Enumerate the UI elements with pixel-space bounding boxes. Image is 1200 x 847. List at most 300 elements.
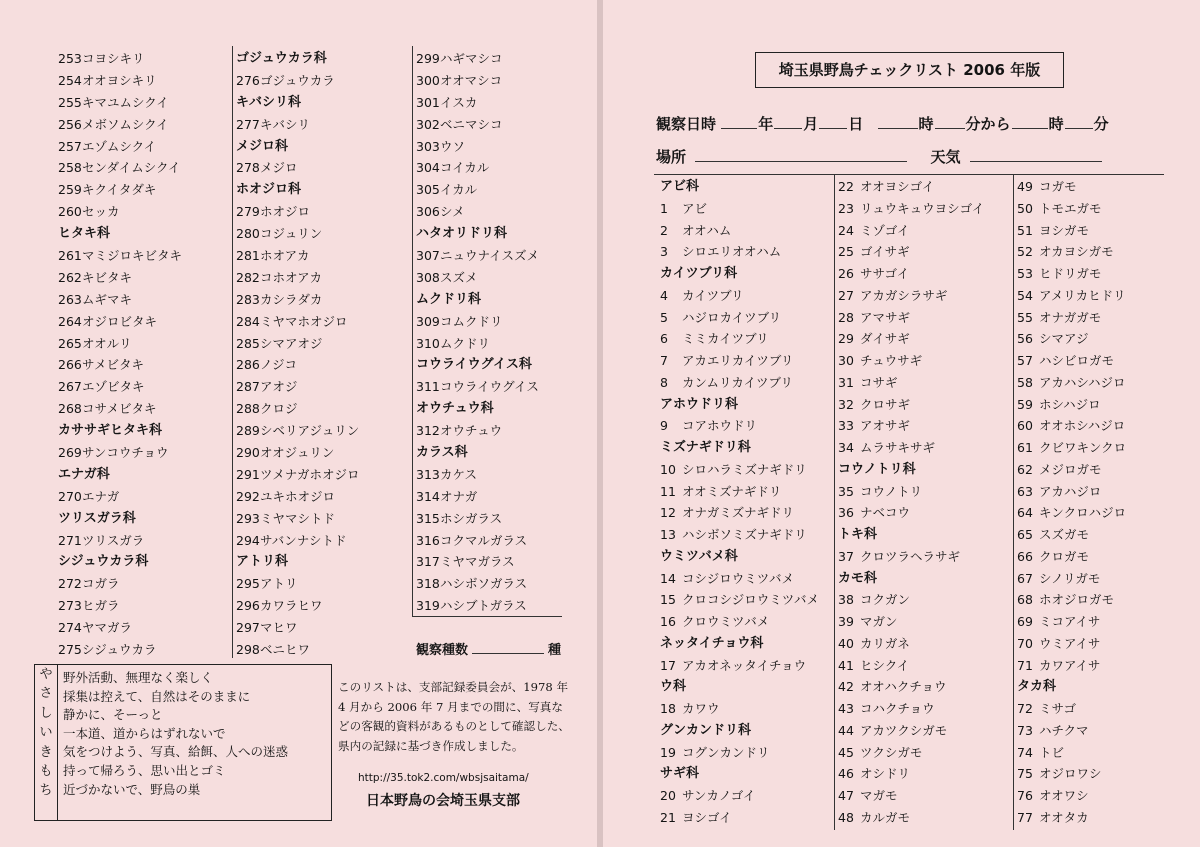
species-name: コガラ <box>82 576 120 592</box>
species-item <box>416 333 539 355</box>
family-heading: コウライウグイス科 <box>416 357 532 373</box>
family-heading: シジュウカラ科 <box>58 554 149 570</box>
species-number: 285 <box>236 335 260 351</box>
species-item <box>416 530 539 552</box>
species-name: コジュリン <box>260 226 323 242</box>
species-name: アトリ <box>260 576 298 592</box>
species-name: キクイタダキ <box>82 182 157 198</box>
species-number: 40 <box>838 635 854 651</box>
family-heading: タカ科 <box>1017 679 1057 695</box>
species-number: 18 <box>660 701 676 716</box>
family-heading: アビ科 <box>660 179 700 194</box>
species-number: 27 <box>838 287 854 303</box>
species-number: 278 <box>236 160 260 176</box>
species-column <box>1017 176 1126 829</box>
family-heading: ハタオリドリ科 <box>416 226 508 242</box>
species-number: 51 <box>1017 222 1033 238</box>
species-item <box>1017 415 1126 437</box>
species-column <box>416 48 539 617</box>
species-item <box>236 376 360 398</box>
species-number: 66 <box>1017 548 1033 564</box>
species-name: コイカル <box>440 160 490 176</box>
species-number: 259 <box>58 182 82 198</box>
species-item <box>416 551 539 573</box>
species-number: 28 <box>838 309 854 325</box>
species-number: 6 <box>660 331 668 347</box>
species-name: メジロガモ <box>1039 461 1102 477</box>
family-heading: キバシリ科 <box>236 94 302 110</box>
year-field[interactable] <box>721 113 757 129</box>
species-item <box>236 245 360 267</box>
family-heading: ヒタキ科 <box>58 226 111 242</box>
column-divider <box>412 616 562 617</box>
etiquette-line: 持って帰ろう、思い出とゴミ <box>63 762 226 778</box>
species-name: カイツブリ <box>682 287 744 303</box>
species-item <box>416 595 539 617</box>
species-number: 64 <box>1017 505 1033 521</box>
count-blank[interactable] <box>472 639 544 654</box>
species-name: アメリカヒドリ <box>1039 287 1126 303</box>
species-number: 17 <box>660 657 676 673</box>
species-item <box>838 720 984 742</box>
species-name: オオワシ <box>1039 788 1089 803</box>
species-number: 270 <box>58 488 82 504</box>
species-number: 291 <box>236 466 260 482</box>
species-number: 275 <box>58 642 82 658</box>
species-column <box>660 176 819 829</box>
species-name: メジロ <box>260 160 298 176</box>
species-number: 257 <box>58 138 82 154</box>
species-number: 39 <box>838 614 854 629</box>
species-item <box>236 464 360 486</box>
species-number: 293 <box>236 510 260 526</box>
species-name: ヒシクイ <box>860 657 910 673</box>
species-item <box>838 220 984 242</box>
species-name: ヨシゴイ <box>682 809 732 825</box>
species-name: ヒドリガモ <box>1039 266 1102 281</box>
etiquette-lines <box>63 669 288 799</box>
species-number: 315 <box>416 510 440 526</box>
species-name: オシドリ <box>860 766 911 782</box>
species-item <box>416 508 539 530</box>
species-item <box>58 70 182 92</box>
species-number: 25 <box>838 244 854 260</box>
observation-label: 観察日時 <box>656 115 717 133</box>
end-hour-field[interactable] <box>1012 113 1048 129</box>
species-item <box>1017 502 1126 524</box>
species-number: 289 <box>236 423 260 439</box>
species-item <box>236 333 360 355</box>
species-name: コウノトリ <box>860 483 923 499</box>
species-name: トモエガモ <box>1039 200 1102 216</box>
family-heading: ミズナギドリ科 <box>660 440 751 455</box>
species-name: エナガ <box>82 488 120 504</box>
species-number: 290 <box>236 445 260 461</box>
species-name: ミコアイサ <box>1039 614 1101 629</box>
species-item <box>58 157 182 179</box>
species-item <box>660 742 819 764</box>
species-item <box>838 307 984 329</box>
species-name: ベニマシコ <box>440 116 503 132</box>
species-name: クロジ <box>260 401 298 417</box>
species-name: シノリガモ <box>1039 570 1101 586</box>
species-item <box>416 464 539 486</box>
species-number: 57 <box>1017 353 1033 368</box>
species-item <box>660 524 819 546</box>
species-number: 4 <box>660 287 668 303</box>
species-number: 35 <box>838 483 854 499</box>
species-name: コクガン <box>860 592 911 608</box>
species-number: 268 <box>58 401 82 417</box>
species-number: 300 <box>416 72 440 88</box>
species-name: シマアジ <box>1039 331 1089 347</box>
species-item <box>236 442 360 464</box>
species-number: 65 <box>1017 527 1033 542</box>
species-name: キビタキ <box>82 269 133 285</box>
etiquette-line: 一本道、道からはずれないで <box>63 725 226 741</box>
species-number: 280 <box>236 226 260 242</box>
species-number: 283 <box>236 291 260 307</box>
species-item <box>660 698 819 720</box>
family-heading: ウ科 <box>660 679 687 695</box>
species-name: ササゴイ <box>860 266 910 281</box>
species-number: 71 <box>1017 657 1033 673</box>
etiquette-line: 気をつけよう、写真、給餌、人への迷惑 <box>63 744 289 760</box>
species-item <box>236 508 360 530</box>
species-number: 269 <box>58 445 82 461</box>
species-number: 314 <box>416 488 440 504</box>
species-name: オオハクチョウ <box>860 679 947 695</box>
species-item <box>660 198 819 220</box>
species-item <box>838 676 984 698</box>
species-number: 44 <box>838 722 854 738</box>
species-name: オオルリ <box>82 335 132 351</box>
species-number: 298 <box>236 642 260 658</box>
day-field[interactable] <box>819 113 847 129</box>
species-number: 43 <box>838 701 854 716</box>
species-number: 277 <box>236 116 260 132</box>
family-heading: オウチュウ科 <box>416 401 494 417</box>
species-name: カワウ <box>682 701 720 716</box>
species-number: 265 <box>58 335 82 351</box>
table-top-border <box>654 174 1164 175</box>
species-name: アカガシラサギ <box>860 287 948 303</box>
species-item <box>236 267 360 289</box>
species-item <box>58 530 182 552</box>
observation-datetime-row <box>656 113 1110 134</box>
species-item <box>416 92 539 114</box>
species-item <box>236 311 360 333</box>
species-number: 77 <box>1017 809 1033 825</box>
month-field[interactable] <box>774 113 802 129</box>
species-name: コアホウドリ <box>682 418 758 434</box>
place-field[interactable] <box>695 146 907 162</box>
family-heading: エナガ科 <box>58 466 110 482</box>
species-number: 3 <box>660 244 668 260</box>
chapter-url: http://35.tok2.com/wbsjsaitama/ <box>358 772 529 784</box>
species-item <box>838 263 984 285</box>
species-item <box>236 114 360 136</box>
species-item <box>838 611 984 633</box>
species-item <box>660 589 819 611</box>
species-number: 63 <box>1017 483 1033 499</box>
species-name: ハシボソガラス <box>440 576 528 592</box>
species-item <box>416 376 539 398</box>
species-item <box>416 179 539 201</box>
species-name: シジュウカラ <box>82 642 157 658</box>
species-number: 317 <box>416 554 440 570</box>
species-number: 297 <box>236 620 260 636</box>
species-item <box>1017 328 1126 350</box>
species-name: コシジロウミツバメ <box>682 570 794 586</box>
species-item <box>236 595 360 617</box>
species-name: オオヨシキリ <box>82 72 157 88</box>
species-number: 281 <box>236 248 260 264</box>
species-item <box>58 201 182 223</box>
species-column <box>838 176 984 829</box>
species-name: クロツラヘラサギ <box>860 548 961 564</box>
species-name: ハジロカイツブリ <box>682 309 782 325</box>
species-name: ウミアイサ <box>1039 635 1101 651</box>
species-name: キンクロハジロ <box>1039 505 1127 521</box>
minute-from-unit: 分から <box>965 115 1011 133</box>
species-item <box>838 546 984 568</box>
family-heading: ウミツバメ科 <box>660 548 738 564</box>
species-number: 307 <box>416 248 440 264</box>
species-name: ミヤマシトド <box>260 510 336 526</box>
start-hour-field[interactable] <box>878 113 918 129</box>
species-number: 73 <box>1017 722 1033 738</box>
species-item <box>1017 655 1126 677</box>
species-name: オオジュリン <box>260 445 335 461</box>
family-heading: アトリ科 <box>236 554 289 570</box>
species-number: 29 <box>838 331 854 347</box>
species-item <box>416 157 539 179</box>
species-number: 279 <box>236 204 260 220</box>
species-item <box>660 307 819 329</box>
species-number: 254 <box>58 72 82 88</box>
species-item <box>660 568 819 590</box>
species-name: マガモ <box>860 788 898 803</box>
species-name: アビ <box>682 200 708 216</box>
page-title: 埼玉県野鳥チェックリスト 2006 年版 <box>755 52 1064 88</box>
species-number: 21 <box>660 809 676 825</box>
species-item <box>838 589 984 611</box>
species-name: ムラサキサギ <box>860 440 936 455</box>
species-number: 14 <box>660 570 676 586</box>
column-divider <box>834 174 835 830</box>
species-name: コウライウグイス <box>440 379 539 395</box>
species-name: アカエリカイツブリ <box>682 353 794 368</box>
family-heading: カラス科 <box>416 445 468 461</box>
species-item <box>1017 176 1126 198</box>
species-item <box>416 267 539 289</box>
species-name: コクマルガラス <box>440 532 528 548</box>
species-number: 287 <box>236 379 260 395</box>
species-number: 305 <box>416 182 440 198</box>
species-item <box>660 785 819 807</box>
species-number: 56 <box>1017 331 1033 347</box>
species-item <box>838 415 984 437</box>
species-name: ホシハジロ <box>1039 396 1101 412</box>
species-name: クビワキンクロ <box>1039 440 1127 455</box>
etiquette-initial: も <box>39 763 53 779</box>
species-item <box>416 48 539 70</box>
species-name: ミヤマホオジロ <box>260 313 348 329</box>
species-name: マヒワ <box>260 620 298 636</box>
species-item <box>416 70 539 92</box>
species-item <box>838 372 984 394</box>
species-name: カワアイサ <box>1039 657 1101 673</box>
species-number: 12 <box>660 505 676 521</box>
species-number: 276 <box>236 72 260 88</box>
day-unit: 日 <box>848 115 864 133</box>
species-name: ゴイサギ <box>860 244 910 260</box>
species-item <box>1017 807 1126 829</box>
species-number: 5 <box>660 309 668 325</box>
species-item <box>838 481 984 503</box>
species-item <box>838 655 984 677</box>
species-item <box>58 136 182 158</box>
species-item <box>1017 437 1126 459</box>
list-notice: このリストは、支部記録委員会が、1978 年 4 月から 2006 年 7 月までの間に、写真などの客観的資料があるものとして確認した、県内の記録に基づき作成しました。 <box>338 680 570 753</box>
species-name: オナガ <box>440 488 478 504</box>
species-number: 9 <box>660 418 668 434</box>
etiquette-initial: い <box>39 725 53 741</box>
species-name: ナベコウ <box>860 505 911 521</box>
species-number: 67 <box>1017 570 1033 586</box>
species-number: 22 <box>838 179 854 194</box>
species-number: 7 <box>660 353 668 368</box>
species-name: アカオネッタイチョウ <box>682 657 807 673</box>
species-item <box>236 530 360 552</box>
species-name: ツリスガラ <box>82 532 145 548</box>
minute-unit: 分 <box>1093 115 1109 133</box>
species-item <box>1017 720 1126 742</box>
species-number: 62 <box>1017 461 1033 477</box>
end-hour-unit: 時 <box>1048 115 1064 133</box>
species-name: ノジコ <box>260 357 298 373</box>
species-number: 52 <box>1017 244 1033 260</box>
species-name: マガン <box>860 614 898 629</box>
species-item <box>416 311 539 333</box>
family-heading: ツリスガラ科 <box>58 510 136 526</box>
species-item <box>416 486 539 508</box>
species-number: 11 <box>660 483 676 499</box>
species-number: 10 <box>660 461 676 477</box>
species-name: オウチュウ <box>440 423 503 439</box>
species-number: 302 <box>416 116 440 132</box>
species-number: 303 <box>416 138 440 154</box>
species-item <box>1017 350 1126 372</box>
species-name: クロサギ <box>860 396 911 412</box>
species-item <box>58 92 182 114</box>
species-number: 20 <box>660 788 676 803</box>
species-item <box>58 179 182 201</box>
species-name: カルガモ <box>860 809 911 825</box>
species-name: ホオジロガモ <box>1039 592 1115 608</box>
species-number: 282 <box>236 269 260 285</box>
species-item <box>236 639 360 661</box>
species-item <box>58 573 182 595</box>
species-item <box>1017 785 1126 807</box>
etiquette-line: 野外活動、無理なく楽しく <box>63 670 214 685</box>
species-number: 274 <box>58 620 82 636</box>
species-item <box>236 223 360 245</box>
species-item <box>58 311 182 333</box>
species-name: ウソ <box>440 138 466 154</box>
species-item <box>1017 742 1126 764</box>
species-name: アカツクシガモ <box>860 722 948 738</box>
species-name: コヨシキリ <box>82 51 145 66</box>
species-number: 271 <box>58 532 82 548</box>
species-number: 260 <box>58 204 82 220</box>
etiquette-initial: や <box>39 667 53 682</box>
left-page <box>0 0 597 847</box>
etiquette-line: 採集は控えて、自然はそのままに <box>63 688 251 704</box>
species-item <box>838 698 984 720</box>
start-minute-field[interactable] <box>935 113 965 129</box>
species-name: オジロビタキ <box>82 313 158 329</box>
species-number: 253 <box>58 51 82 66</box>
species-name: シマアオジ <box>260 335 323 351</box>
species-column <box>236 48 360 661</box>
species-name: クロコシジロウミツバメ <box>682 592 819 608</box>
species-number: 292 <box>236 488 260 504</box>
species-item <box>838 241 984 263</box>
species-number: 13 <box>660 527 676 542</box>
species-number: 26 <box>838 266 854 281</box>
family-heading: コウノトリ科 <box>838 461 916 477</box>
species-item <box>660 415 819 437</box>
family-heading: ネッタイチョウ科 <box>660 635 764 651</box>
species-name: クロウミツバメ <box>682 614 770 629</box>
species-name: カリガネ <box>860 635 910 651</box>
species-number: 74 <box>1017 744 1033 760</box>
species-name: アカハシハジロ <box>1039 374 1126 390</box>
species-item <box>1017 698 1126 720</box>
species-item <box>236 354 360 376</box>
species-item <box>1017 763 1126 785</box>
species-item <box>660 285 819 307</box>
etiquette-initial: さ <box>39 686 53 702</box>
species-name: キバシリ <box>260 116 311 132</box>
species-number: 41 <box>838 657 854 673</box>
species-name: コホオアカ <box>260 269 323 285</box>
species-name: イカル <box>440 182 478 198</box>
species-name: アカハジロ <box>1039 483 1102 499</box>
species-name: ヨシガモ <box>1039 222 1090 238</box>
species-name: オオタカ <box>1039 809 1089 825</box>
species-number: 45 <box>838 744 854 760</box>
column-divider <box>412 46 413 616</box>
etiquette-initials <box>35 665 58 820</box>
species-item <box>838 285 984 307</box>
species-number: 267 <box>58 379 82 395</box>
species-name: オジロワシ <box>1039 766 1102 782</box>
species-number: 256 <box>58 116 82 132</box>
end-minute-field[interactable] <box>1065 113 1093 129</box>
weather-field[interactable] <box>970 146 1102 162</box>
species-number: 311 <box>416 379 440 395</box>
species-name: オオハム <box>682 222 732 238</box>
birding-etiquette-box <box>34 664 332 821</box>
family-heading: グンカンドリ科 <box>660 722 752 738</box>
species-item <box>58 114 182 136</box>
family-heading: カモ科 <box>838 570 878 586</box>
species-number: 32 <box>838 396 854 412</box>
species-item <box>1017 459 1126 481</box>
